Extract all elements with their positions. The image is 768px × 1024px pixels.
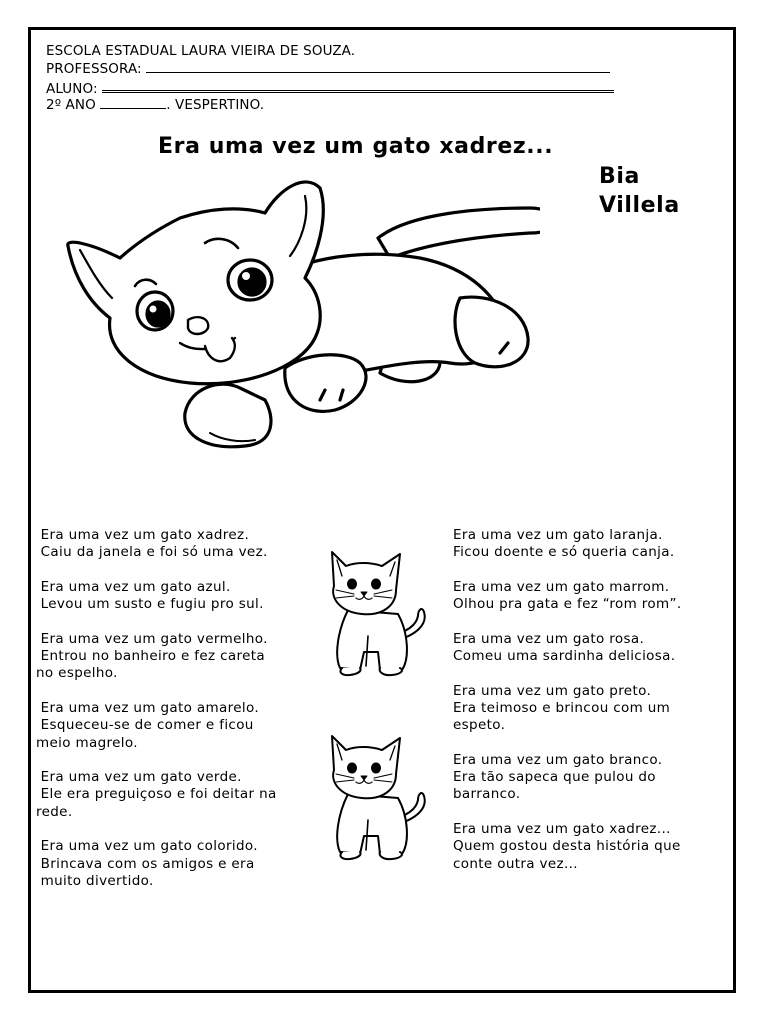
verse: Era uma vez um gato colorido. bbox=[36, 838, 258, 855]
verse: Caiu da janela e foi só uma vez. bbox=[36, 544, 268, 561]
stanza-6 bbox=[36, 838, 316, 890]
stanza-3 bbox=[36, 631, 316, 683]
verse: Era uma vez um gato preto. bbox=[453, 682, 652, 699]
student-blank[interactable] bbox=[102, 78, 614, 93]
school-line bbox=[46, 42, 614, 60]
verse: Era uma vez um gato azul. bbox=[36, 578, 231, 595]
verse: Era uma vez um gato vermelho. bbox=[36, 630, 268, 647]
stanza-7 bbox=[453, 527, 733, 562]
poem-left-column bbox=[36, 527, 316, 908]
grade-label: 2º ANO bbox=[46, 97, 96, 113]
verse: Era uma vez um gato xadrez... bbox=[453, 821, 671, 838]
author-first-name: Bia bbox=[599, 164, 640, 189]
verse: Brincava com os amigos e era bbox=[36, 855, 255, 872]
school-name: ESCOLA ESTADUAL LAURA VIEIRA DE SOUZA. bbox=[46, 43, 356, 59]
stanza-12 bbox=[453, 821, 733, 873]
verse: Levou um susto e fugiu pro sul. bbox=[36, 596, 264, 613]
verse: no espelho. bbox=[36, 665, 118, 682]
verse: Era uma vez um gato verde. bbox=[36, 769, 242, 786]
teacher-blank[interactable] bbox=[146, 60, 610, 73]
verse: Era uma vez um gato rosa. bbox=[453, 630, 645, 647]
verse: Era teimoso e brincou com um bbox=[453, 699, 671, 716]
sitting-kitten-illustration bbox=[320, 724, 432, 862]
sitting-kitten-illustration bbox=[320, 540, 432, 678]
grade-blank[interactable] bbox=[100, 96, 166, 109]
verse: conte outra vez... bbox=[453, 855, 578, 872]
verse: Ele era preguiçoso e foi deitar na bbox=[36, 786, 277, 803]
stanza-2 bbox=[36, 579, 316, 614]
verse: barranco. bbox=[453, 786, 521, 803]
author-last-name: Villela bbox=[599, 193, 680, 218]
verse: Quem gostou desta história que bbox=[453, 838, 681, 855]
verse: Era uma vez um gato laranja. bbox=[453, 527, 663, 543]
verse: Era uma vez um gato xadrez. bbox=[36, 527, 250, 543]
stanza-4 bbox=[36, 700, 316, 752]
verse: rede. bbox=[36, 803, 73, 820]
author bbox=[599, 162, 680, 220]
verse: Era tão sapeca que pulou do bbox=[453, 769, 656, 786]
verse: Entrou no banheiro e fez careta bbox=[36, 648, 266, 665]
page-title: Era uma vez um gato xadrez... bbox=[158, 134, 554, 159]
verse: muito divertido. bbox=[36, 872, 154, 889]
stanza-5 bbox=[36, 769, 316, 821]
teacher-line bbox=[46, 60, 614, 78]
stanza-10 bbox=[453, 683, 733, 735]
stanza-1 bbox=[36, 527, 316, 562]
poem-right-column bbox=[453, 527, 733, 890]
verse: Olhou pra gata e fez “rom rom”. bbox=[453, 596, 682, 613]
verse: Esqueceu-se de comer e ficou bbox=[36, 717, 254, 734]
verse: Era uma vez um gato marrom. bbox=[453, 578, 670, 595]
verse: Era uma vez um gato amarelo. bbox=[36, 699, 260, 716]
student-label: ALUNO: bbox=[46, 81, 98, 97]
grade-line bbox=[46, 96, 614, 114]
stanza-11 bbox=[453, 752, 733, 804]
student-line bbox=[46, 78, 614, 96]
worksheet-header bbox=[46, 42, 614, 114]
verse: espeto. bbox=[453, 717, 506, 734]
running-cat-illustration bbox=[60, 178, 540, 458]
verse: Era uma vez um gato branco. bbox=[453, 751, 663, 768]
shift-label: . VESPERTINO. bbox=[166, 97, 265, 113]
verse: Comeu uma sardinha deliciosa. bbox=[453, 648, 676, 665]
verse: meio magrelo. bbox=[36, 734, 138, 751]
stanza-9 bbox=[453, 631, 733, 666]
verse: Ficou doente e só queria canja. bbox=[453, 544, 675, 561]
stanza-8 bbox=[453, 579, 733, 614]
teacher-label: PROFESSORA: bbox=[46, 61, 142, 77]
